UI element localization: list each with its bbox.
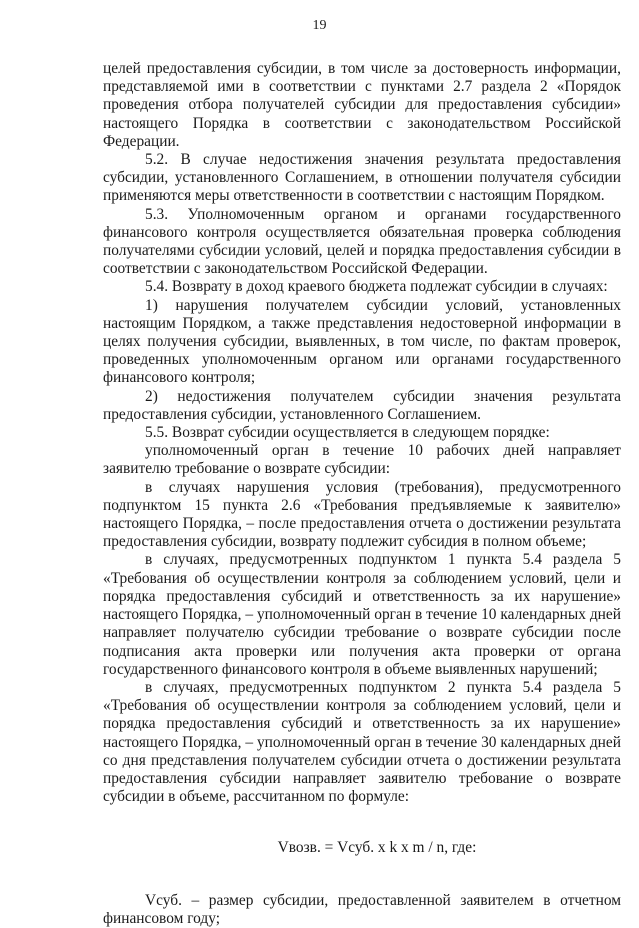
paragraph: в случаях, предусмотренных подпунктом 2 пункта 5.4 раздела 5 «Требования об осуществлении контроля за соблюдением условий, цели и порядка предоставления субсидий и ответственность за их нарушение» настоящего Порядка, – уполномоченный орган в течение 30 календарных дней со дня представления получателем субсидии отчета о достижении результата предоставления субсидии направляет заявителю требование о возврате субсидии в объеме, рассчитанном по формуле: <box>103 678 621 806</box>
paragraph: в случаях нарушения условия (требования), предусмотренного подпунктом 15 пункта 2.6 «Требования предъявляемые к заявителю» настоящего Порядка, – после предоставления отчета о достижении результата предоставления субсидии, возврату подлежит субсидия в полном объеме; <box>103 478 621 551</box>
paragraph: уполномоченный орган в течение 10 рабочих дней направляет заявителю требование о возврате субсидии: <box>103 442 621 478</box>
formula: Vвозв. = Vсуб. x k x m / n, где: <box>277 839 477 857</box>
document-body <box>103 60 621 928</box>
paragraph: 5.4. Возврату в доход краевого бюджета подлежат субсидии в случаях: <box>145 278 608 296</box>
paragraph: 1) нарушения получателем субсидии условий, установленных настоящим Порядком, а также представления недостоверной информации в целях получения субсидии, выявленных, в том числе, по фактам проверок, проведенных уполномоченным органом или органами государственного финансового контроля; <box>103 296 621 387</box>
paragraph: 5.2. В случае недостижения значения результата предоставления субсидии, установленного Соглашением, в отношении получателя субсидии применяются меры ответственности в соответствии с настоящим Порядком. <box>103 151 621 205</box>
paragraph: 5.5. Возврат субсидии осуществляется в следующем порядке: <box>145 424 550 442</box>
page-number: 19 <box>312 18 327 33</box>
definition: Vсуб. – размер субсидии, предоставленной заявителем в отчетном финансовом году; <box>103 891 621 927</box>
paragraph: 5.3. Уполномоченным органом и органами государственного финансового контроля осуществляется обязательная проверка соблюдения получателями субсидии условий, целей и порядка предоставления субсидии в соответствии с законодательством Российской Федерации. <box>103 205 621 278</box>
paragraph: целей предоставления субсидии, в том числе за достоверность информации, представляемой ими в соответствии с пунктами 2.7 раздела 2 «Порядок проведения отбора получателей субсидии для предоставления субсидии» настоящего Порядка в соответствии с законодательством Российской Федерации. <box>103 60 621 150</box>
paragraph: 2) недостижения получателем субсидии значения результата предоставления субсидии, установленного Соглашением. <box>103 387 621 423</box>
paragraph: в случаях, предусмотренных подпунктом 1 пункта 5.4 раздела 5 «Требования об осуществлении контроля за соблюдением условий, цели и порядка предоставления субсидий и ответственность за их нарушение» настоящего Порядка, – уполномоченный орган в течение 10 календарных дней направляет получателю субсидии требование о возврате субсидии после подписания акта проверки или получения акта проверки от органа государственного финансового контроля в объеме выявленных нарушений; <box>103 551 621 678</box>
